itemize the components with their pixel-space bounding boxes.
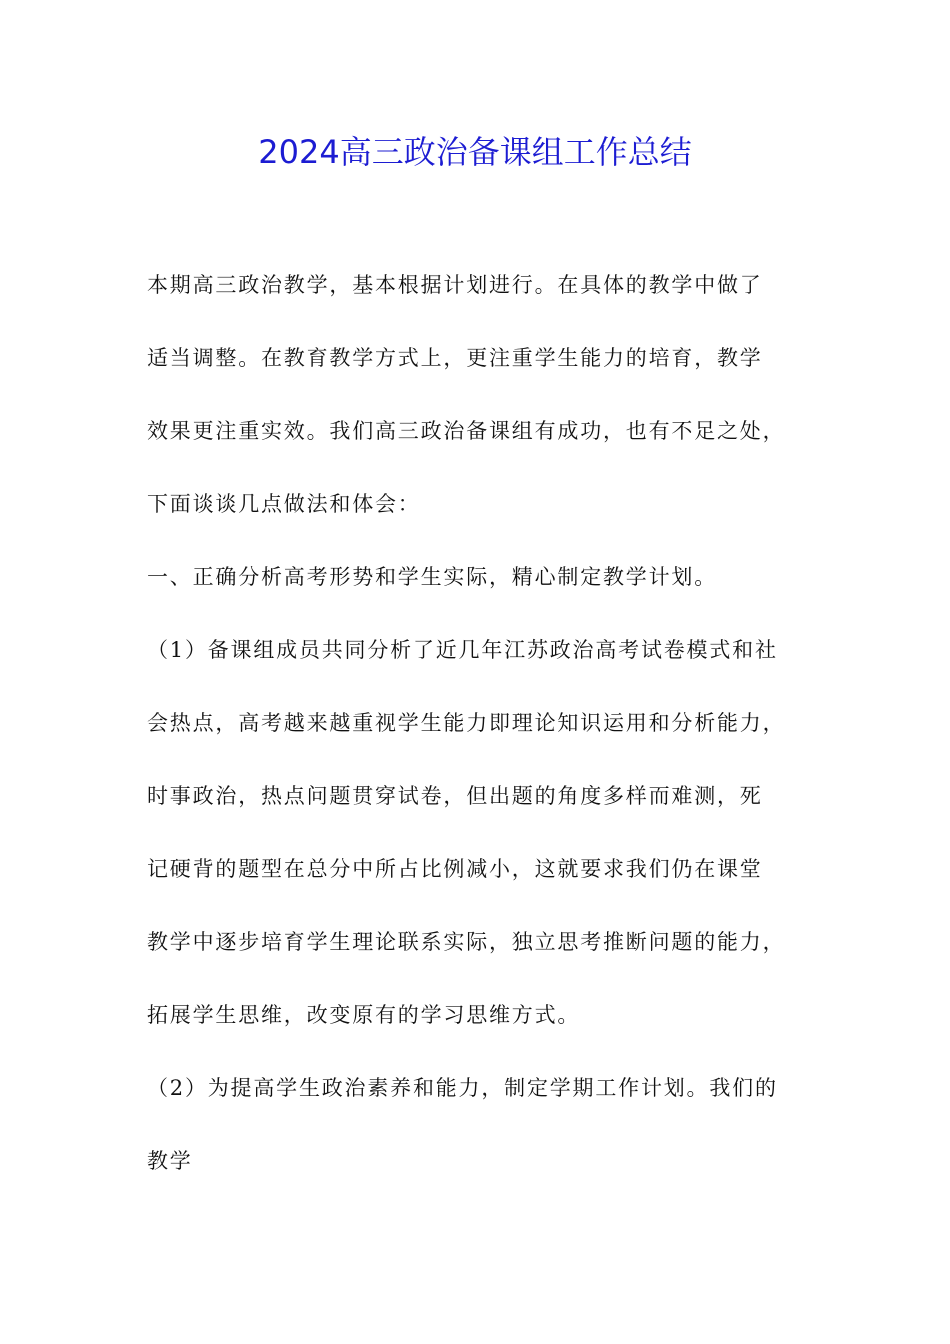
paragraph-line: 记硬背的题型在总分中所占比例减小，这就要求我们仍在课堂 — [147, 857, 763, 881]
document-body — [147, 260, 817, 1209]
paragraph-line: 拓展学生思维，改变原有的学习思维方式。 — [147, 1003, 581, 1027]
paragraph-line: 下面谈谈几点做法和体会： — [147, 492, 421, 516]
paragraph-line: （1）备课组成员共同分析了近几年江苏政治高考试卷模式和社 — [147, 638, 778, 662]
paragraph-line: 时事政治，热点问题贯穿试卷，但出题的角度多样而难测，死 — [147, 784, 763, 808]
paragraph-line: 适当调整。在教育教学方式上，更注重学生能力的培育，教学 — [147, 346, 763, 370]
paragraph-line: 本期高三政治教学，基本根据计划进行。在具体的教学中做了 — [147, 273, 763, 297]
paragraph-line: 教学 — [147, 1149, 193, 1173]
paragraph-line: （2）为提高学生政治素养和能力，制定学期工作计划。我们的 — [147, 1076, 778, 1100]
section-heading-line: 一、正确分析高考形势和学生实际，精心制定教学计划。 — [147, 565, 717, 589]
document-title: 2024高三政治备课组工作总结 — [258, 133, 692, 171]
paragraph-line: 教学中逐步培育学生理论联系实际，独立思考推断问题的能力， — [147, 930, 786, 954]
paragraph-line: 会热点，高考越来越重视学生能力即理论知识运用和分析能力， — [147, 711, 786, 735]
paragraph-line: 效果更注重实效。我们高三政治备课组有成功，也有不足之处， — [147, 419, 786, 443]
